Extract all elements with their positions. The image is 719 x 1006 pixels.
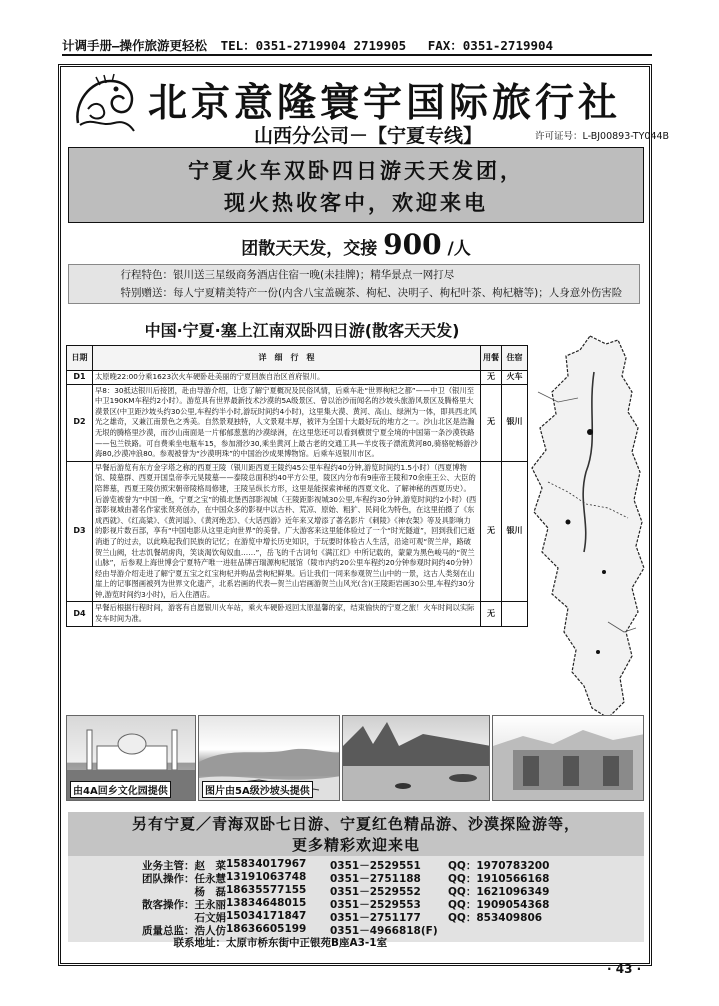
- page-header: [62, 36, 652, 56]
- feature-label: 行程特色：: [120, 269, 173, 281]
- photo-strip: [66, 715, 644, 803]
- contact-mobile: 18635577155: [226, 884, 307, 896]
- wall-image: [493, 716, 644, 801]
- meal-cell: 无: [481, 371, 502, 385]
- price-line: [60, 228, 652, 261]
- meal-cell: 无: [481, 602, 502, 626]
- header-day: 日期: [67, 346, 93, 371]
- itinerary-table: [66, 345, 528, 627]
- stay-cell: 银川: [502, 384, 528, 461]
- detail-cell: 太原晚22:00分乘1623次火车硬卧赴美丽的宁夏回族自治区首府银川。: [93, 371, 481, 385]
- detail-cell: 早8：30抵达银川后接团，赴由导游介绍，让您了解宁夏概况及民俗风情，后乘车赴“世界枸杞之都”——中卫（银川至中卫190KM车程约2小时）。游览具有世界最新技术沙漠的5A级景区、曾以治沙而闻名的沙坡头旅游风景区及腾格里大漠景区(中卫距沙坡头约30公里,车程约半小时,游玩时间约4小时)，这里集大漠、黄河、高山、绿洲为一体，即具西北风光之雄奇，又兼江南景色之秀美。自然景观独特，人文景观丰厚，被评为全国十大最好玩的地方之一。沙山北区是浩瀚无垠的腾格里沙漠，而沙山南面是一片郁郁葱葱的沙漠绿洲，在这里您还可以看到横贯宁夏全境的中国第一条沙漠铁路——包兰铁路。可自费乘坐电瓶车15，参加滑沙30,乘坐黄河上最古老的交通工具—羊皮筏子漂流黄河80,骑骆驼畅游沙海80,沙漠冲浪80。参观被誉为“沙漠明珠”的中国治沙成果博物馆。后乘车返银川市区。: [93, 384, 481, 461]
- contact-role: 散客操作：王永丽: [142, 899, 226, 911]
- contact-mobile: 13191063748: [226, 871, 307, 883]
- gift-label: 特别赠送：: [120, 287, 173, 299]
- table-row: [67, 384, 528, 461]
- license-number: 许可证号：L-BJ00893-TY044B: [535, 131, 670, 142]
- other-tours-line1: 另有宁夏／青海双卧七日游、宁夏红色精品游、沙漠探险游等，: [131, 815, 580, 833]
- product-title-line2: 现火热收客中，欢迎来电: [224, 191, 488, 215]
- contact-qq: QQ：1970783200: [448, 860, 550, 872]
- detail-cell: 早餐后游览有东方金字塔之称的西夏王陵（银川距西夏王陵约45公里车程约40分钟,游览时间约1.5小时）（西夏博物馆、陵墓群、西夏开国皇帝李元昊陵墓——泰陵总面积约40平方公里，陵区内分布有9座帝王陵和70余座王公、大臣的陪葬墓，西夏王陵仿照宋朝帝陵格局修建，王陵呈纵长方形，这里是能探索神秘的西夏文化、了解神秘的西夏历史）。后游览被誉为“中国一绝，宁夏之宝”的镇北堡西部影视城（王陵距影视城30公里,车程约30分钟,游览时间约2小时）(西部影视城由著名作家张贤亮创办，在中国众多的影视中以古朴、荒凉、原始、粗犷、民间化为特色，在这里拍摄了《东成西就》、《红高粱》、《黄河谣》、《黄河绝恋》、《大话西游》近年来又增添了著名影片《刺陵》《神农架》等及具影响力的影视片数百部，享有“中国电影从这里走向世界”的美誉。广大游客来这里能体验过了一个“时光隧道”，回到我们已逝消逝了的过去，以此唤起我们民族的记忆；在游览中增长历史知识，于玩要时体验古人生活，沿途可观“贺兰岸，路破贺兰山阙，壮志饥餐胡虏肉，笑谈渴饮匈奴血……”，岳飞的千古词句《满江红》中所记载的，蒙蒙为黑色峻马的“贺兰山脉”，后参观上海世博会宁夏特产唯一进驻品牌百瑞源枸杞展馆（陵市内约20公里车程约20分钟参观时间约40分钟）经由导游介绍走进了解宁夏五宝之红宝枸杞并购品尝枸杞鲜果。后让我们一同来参观贺兰山中的一景，这古人类刻在山崖上的记事图画被列为世界文化遗产，北系岩画的代表—贺兰山岩画游贺兰山风光(含)(王陵距岩画30公里,车程约30分钟,游览时间约3小时)，后入住酒店。: [93, 461, 481, 602]
- day-cell: D4: [67, 602, 93, 626]
- photo-great-wall: [492, 715, 644, 801]
- meal-cell: 无: [481, 461, 502, 602]
- contact-qq: QQ：1621096349: [448, 886, 550, 898]
- contact-mobile: 13834648015: [226, 897, 307, 909]
- header-detail: 详 细 行 程: [93, 346, 481, 371]
- other-tours-line2: 更多精彩欢迎来电: [291, 836, 420, 854]
- contact-role: 团队操作：任永慧: [142, 873, 226, 885]
- photo-desert: [198, 715, 340, 801]
- contact-mobile: 18636605199: [226, 923, 307, 935]
- day-cell: D1: [67, 371, 93, 385]
- contact-phone: 0351－2751177: [330, 912, 421, 924]
- contact-role: 业务主管：赵 菜: [142, 860, 226, 872]
- photo-caption: 由4A回乡文化园提供: [70, 781, 171, 798]
- header-tel: TEL：0351-2719904 2719905: [220, 38, 407, 53]
- itinerary-title: 中国·宁夏·塞上江南双卧四日游(散客天天发): [144, 321, 460, 340]
- detail-cell: 早餐后根据行程时间，游客有自愿银川火车站，乘火车硬卧返回太原温馨的家，结束愉快的宁夏之旅！火车时间以实际发车时间为准。: [93, 602, 481, 626]
- price-value: 900: [383, 228, 442, 261]
- product-title-box: [68, 147, 644, 223]
- contact-role: 杨 磊: [194, 886, 226, 898]
- photo-lake: [342, 715, 490, 801]
- day-cell: D2: [67, 384, 93, 461]
- contact-phone: 0351－2751188: [330, 873, 421, 885]
- ningxia-map: [528, 332, 646, 722]
- contact-qq: QQ：853409806: [448, 912, 543, 924]
- contact-phone: 0351－4966818(F): [330, 925, 438, 937]
- page-number: · 43 ·: [607, 962, 642, 976]
- contact-phone: 0351－2529551: [330, 860, 421, 872]
- branch-name: 山西分公司－【宁夏专线】: [254, 125, 483, 147]
- lake-image: [343, 716, 490, 801]
- company-name: 北京意隆寰宇国际旅行社: [148, 80, 622, 126]
- table-row: [67, 371, 528, 385]
- contact-mobile: 15034171847: [226, 910, 307, 922]
- contact-role: 石文娟: [194, 912, 226, 924]
- gift-text: 每人宁夏精美特产一份(内含八宝盖碗茶、枸杞、决明子、枸杞叶茶、枸杞糖等)；人身意外伤害险: [173, 287, 623, 299]
- day-cell: D3: [67, 461, 93, 602]
- features-box: [68, 264, 640, 304]
- table-header-row: [67, 346, 528, 371]
- stay-cell: [502, 602, 528, 626]
- product-title-line1: 宁夏火车双卧四日游天天发团，: [188, 159, 524, 183]
- feature-text: 银川送三星级商务酒店住宿一晚(未挂牌)；精华景点一网打尽: [173, 269, 455, 281]
- contact-role: 质量总监：浩人仿: [142, 925, 226, 937]
- table-row: [67, 461, 528, 602]
- stay-cell: 银川: [502, 461, 528, 602]
- header-slogan: 计调手册—操作旅游更轻松: [62, 38, 208, 53]
- address-label: 联系地址：: [173, 937, 226, 949]
- price-suffix: /人: [447, 239, 471, 259]
- contacts-box: [68, 856, 644, 949]
- header-fax: FAX：0351-2719904: [427, 38, 554, 53]
- photo-caption: 图片由5A级沙坡头提供: [202, 781, 313, 798]
- photo-culture-park: [66, 715, 196, 801]
- header-stay: 住宿: [502, 346, 528, 371]
- price-prefix: 团散天天发，交接: [241, 239, 378, 259]
- contact-qq: QQ：1910566168: [448, 873, 550, 885]
- contact-mobile: 15834017967: [226, 858, 307, 870]
- other-tours-box: [68, 812, 644, 856]
- contact-phone: 0351－2529553: [330, 899, 421, 911]
- stay-cell: 火车: [502, 371, 528, 385]
- header-meal: 用餐: [481, 346, 502, 371]
- dragon-logo: [70, 73, 140, 135]
- address-text: 太原市桥东街中正银苑B座A3-1室: [226, 937, 388, 949]
- meal-cell: 无: [481, 384, 502, 461]
- contact-phone: 0351－2529552: [330, 886, 421, 898]
- contact-qq: QQ：1909054368: [448, 899, 550, 911]
- table-row: [67, 602, 528, 626]
